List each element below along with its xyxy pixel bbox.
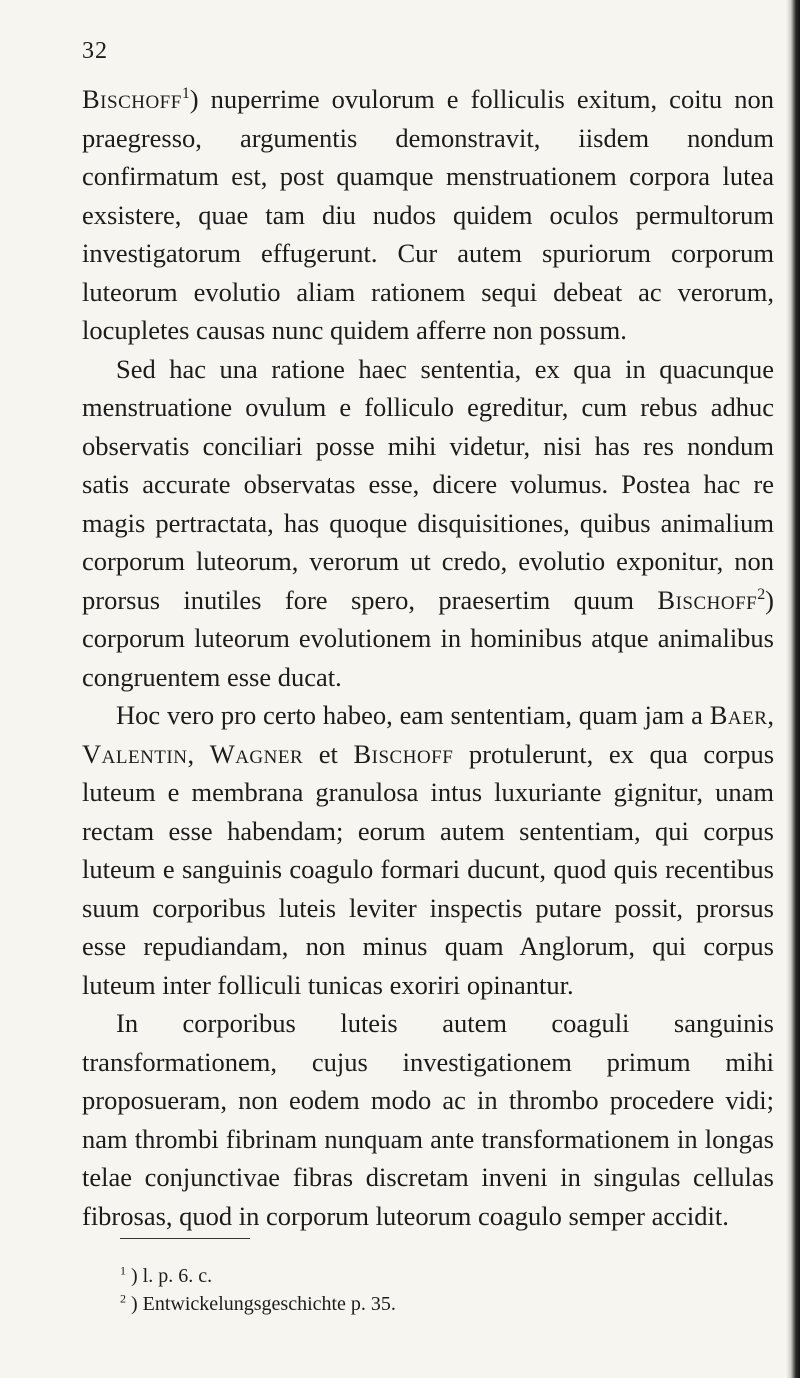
footnote: [120, 1262, 720, 1290]
page-number: 32: [82, 38, 108, 64]
paragraph: [82, 80, 774, 350]
footnote-rule: [120, 1238, 250, 1239]
author-name: Baer: [709, 700, 768, 730]
paragraph-text: ,: [767, 700, 774, 730]
footnote-marker: 2: [757, 585, 766, 603]
footnote-text: ) l. p. 6. c.: [126, 1265, 213, 1287]
footnote-mark: 1: [120, 1263, 126, 1278]
paragraph-text: et: [303, 738, 354, 769]
footnote-mark: 2: [120, 1291, 126, 1306]
body-text: [82, 80, 774, 1235]
author-name: Wagner: [209, 738, 304, 769]
paragraph-text: protulerunt, ex qua corpus luteum e membrana granulosa intus luxuriante gignitur, unam rectam esse habendam; eorum autem sententiam, qui corpus luteum e sanguinis coagulo formari ducunt, quod quis recentibus suum corporibus luteis leviter inspectis putare possit, prorsus esse repudiandam, non minus quam Anglorum, qui corpus luteum inter folliculi tunicas exoriri opinantur.: [82, 738, 775, 1000]
paragraph: [82, 696, 774, 1004]
author-name: Bischoff: [657, 584, 758, 615]
paragraph: [82, 1004, 774, 1235]
paragraph-text: ,: [187, 738, 210, 769]
author-name: Bischoff: [82, 84, 182, 114]
page-edge-shadow: [786, 0, 800, 1378]
author-name: Valentin: [82, 738, 188, 769]
footnote: [120, 1290, 720, 1318]
author-name: Bischoff: [353, 738, 454, 769]
footnotes: [120, 1262, 720, 1318]
footnote-marker: 1: [181, 85, 190, 103]
paragraph-text: Hoc vero pro certo habeo, eam sententiam, quam jam a: [116, 700, 710, 730]
footnote-text: ) Entwickelungsgeschichte p. 35.: [126, 1293, 396, 1315]
paragraph-text: Sed hac una ratione haec sententia, ex qua in quacunque menstruatione ovulum e folliculo egreditur, cum rebus adhuc observatis conciliari posse mihi videtur, nisi has res nondum satis accurate observatas esse, dicere volumus. Postea hac re magis pertractata, has quoque disquisitiones, quibus animalium corporum luteorum, verorum ut credo, evolutio exponitur, non prorsus inutiles fore spero, praesertim quum: [82, 353, 774, 615]
paragraph: [82, 350, 774, 697]
paragraph-text: ) corporum luteorum evolutionem in hominibus atque animalibus congruentem esse ducat.: [82, 584, 774, 692]
paragraph-text: In corporibus luteis autem coaguli sanguinis transformationem, cujus investigationem primum mihi proposueram, non eodem modo ac in thrombo procedere vidi; nam thrombi fibrinam nunquam ante transformationem in longas telae conjunctivae fibras discretam inveni in singulas cellulas fibrosas, quod in corporum luteorum coagulo semper accidit.: [82, 1008, 774, 1231]
paragraph-text: ) nuperrime ovulorum e folliculis exitum, coitu non praegresso, argumentis demonstravit, iisdem nondum confirmatum est, post quamque menstruationem corpora lutea exsistere, quae tam diu nudos quidem oculos permultorum investigatorum effugerunt. Cur autem spuriorum corporum luteorum evolutio aliam rationem sequi debeat ac verorum, locupletes causas nunc quidem afferre non possum.: [82, 84, 774, 345]
